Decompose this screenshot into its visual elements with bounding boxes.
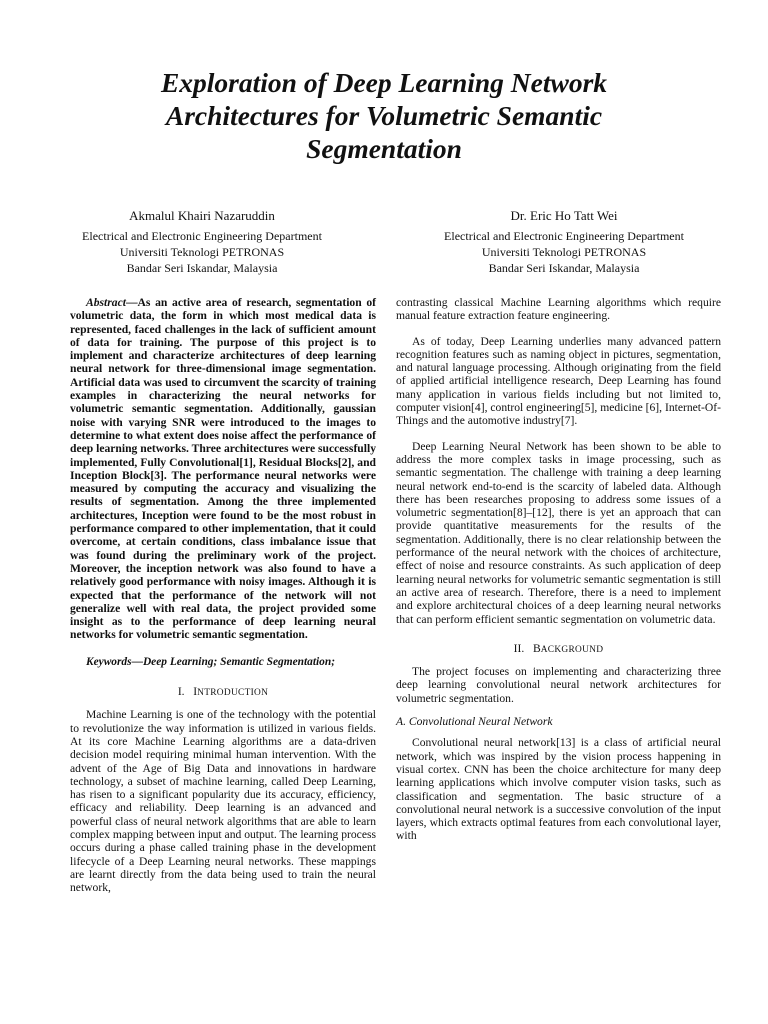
author-department: Electrical and Electronic Engineering Department bbox=[82, 229, 322, 243]
author-location: Bandar Seri Iskandar, Malaysia bbox=[488, 261, 640, 275]
abstract-label: Abstract bbox=[86, 296, 126, 309]
paragraph-intro-2: As of today, Deep Learning underlies many advanced pattern recognition features such as naming object in pictures, segmentation, and natural language processing. Although originating from the field of applied artificial intelligence research, Deep Learning has found many application in various fields including but not limited to, computer vision[4], control engineering[5], medicine [6], Internet-Of-Things and the automotive industry[7]. bbox=[396, 334, 721, 428]
abstract bbox=[70, 296, 376, 642]
author-university: Universiti Teknologi PETRONAS bbox=[119, 245, 285, 259]
title-line: Segmentation bbox=[306, 133, 462, 164]
author-block-1 bbox=[32, 208, 372, 276]
section-initial: B bbox=[532, 641, 541, 655]
paragraph-cnn-1: Convolutional neural network[13] is a class of artificial neural network, which was inspired by the vision process happening in visual cortex. CNN has been the choice architecture for many deep learning applications which involve computer vision tasks, such as classification and segmentation. The basic structure of a convolutional neural network is a successive convolution of the input layers, which extracts optimal features from each convolutional layer, with bbox=[396, 736, 721, 843]
author-department: Electrical and Electronic Engineering Department bbox=[444, 229, 684, 243]
section-number: II. bbox=[513, 641, 525, 655]
left-column bbox=[70, 296, 376, 894]
paragraph-background-1: The project focuses on implementing and characterizing three deep learning convolutional neural network architectures for volumetric segmentation. bbox=[396, 665, 721, 705]
paragraph-intro-1: Machine Learning is one of the technology with the potential to revolutionize the way information is utilized in various fields. At its core Machine Learning algorithms are a data-driven decision model requiring minimal human intervention. With the advent of the Age of Big Data and innovations in hardware technology, a subset of machine learning, called Deep Learning, has risen to a significant popularity due its accuracy, efficiency, efficacy and reliability. Deep learning is an advanced and powerful class of neural network algorithms that are able to learn complex mapping between input and output. The learning process occurs during a phase called training phase in the development lifecycle of a Deep Learning neural networks. These mappings are learnt directly from the data being used to train the neural network, bbox=[70, 708, 376, 895]
section-number: I. bbox=[177, 685, 185, 699]
author-name: Dr. Eric Ho Tatt Wei bbox=[510, 208, 618, 223]
section-title-rest: ACKGROUND bbox=[540, 644, 604, 655]
paragraph-intro-3: Deep Learning Neural Network has been shown to be able to address the more complex tasks in image processing, such as semantic segmentation. The challenge with training a deep learning neural network end-to-end is the scarcity of labeled data. Although there has been researches proposing to address some issues of a volumetric segmentation[8]–[12], there is yet an approach that can provide quantitative measurements for the results of the segmentation. Additionally, there is no clear relationship between the performance of the neural network with the choices of architecture, effect of noise and resource constraints. As such application of deep learning neural networks for volumetric semantic segmentation is still an active area of research. Therefore, there is a need to implement and explore architectural choices of a deep learning neural networks that can perform efficient semantic segmentation on volumetric data. bbox=[396, 439, 721, 626]
abstract-text: As an active area of research, segmentation of volumetric data, the form in which most medical data is represented, faced challenges in the lack of sufficient amount of data for training. The purpose of this project is to implement and characterize architectures of deep learning neural network for three-dimensional image segmentation. Artificial data was used to circumvent the scarcity of training examples in characterizing the neural networks for volumetric semantic segmentation. Additionally, gaussian noise with varying SNR were introduced to the images to determine to what extent does noise affect the performance of deep learning networks. Three architectures were successfully implemented, Fully Convolutional[1], Residual Blocks[2], and Inception Block[3]. The performance neural networks were measured by computing the accuracy and visualizing the results of segmentation. Among the three implemented architectures, Inception were found to be the most robust in performance compared to other implementation, that it could overcome, at certain conditions, class imbalance issue that was found during the preliminary work of the project. Moreover, the inception network was also found to have a relatively good performance with noisy images. Although it is expected that the performance of the network will not generalize well with real data, the project provided some insight as to the performance of deep learning neural networks for volumetric semantic segmentation. bbox=[70, 296, 376, 642]
title-line: Exploration of Deep Learning Network bbox=[160, 67, 608, 98]
subsection-heading-cnn: A. Convolutional Neural Network bbox=[396, 715, 553, 729]
section-initial: I bbox=[193, 685, 198, 699]
abstract-dash: — bbox=[125, 296, 138, 309]
paper-title bbox=[70, 66, 698, 165]
right-column bbox=[396, 296, 721, 843]
author-university: Universiti Teknologi PETRONAS bbox=[481, 245, 647, 259]
section-heading-background bbox=[396, 642, 721, 657]
author-block-2 bbox=[394, 208, 734, 276]
author-name: Akmalul Khairi Nazaruddin bbox=[129, 208, 275, 223]
paragraph-intro-continued: contrasting classical Machine Learning algorithms which require manual feature extraction feature engineering. bbox=[396, 296, 721, 323]
section-heading-introduction bbox=[70, 685, 376, 700]
title-line: Architectures for Volumetric Semantic bbox=[165, 100, 603, 131]
keywords: Keywords—Deep Learning; Semantic Segmentation; bbox=[86, 655, 336, 668]
author-location: Bandar Seri Iskandar, Malaysia bbox=[126, 261, 278, 275]
section-title-rest: NTRODUCTION bbox=[197, 688, 269, 699]
